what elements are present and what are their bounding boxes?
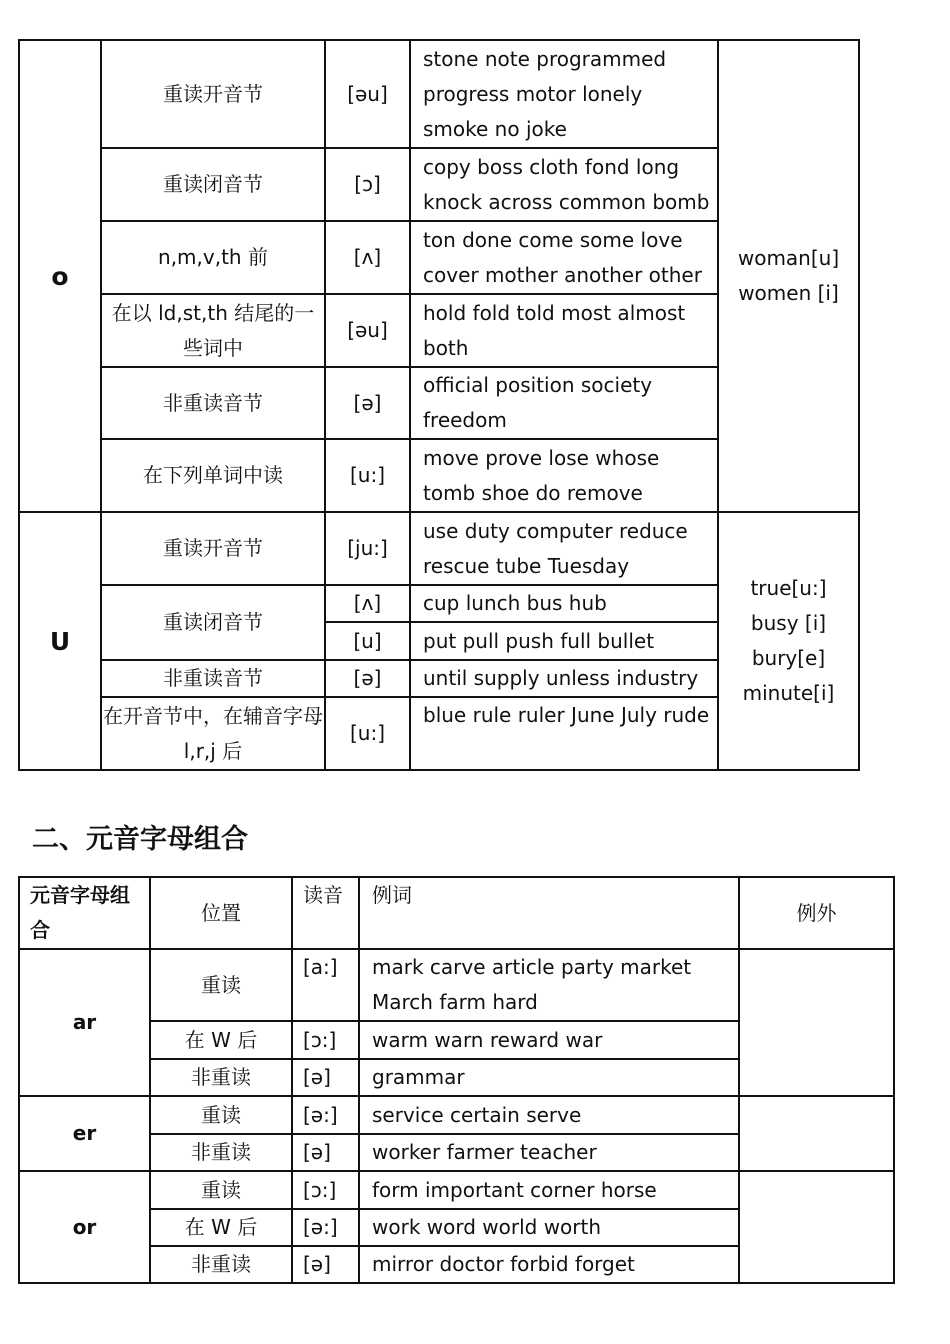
sound-cell: [əu]: [325, 294, 410, 367]
letter-cell-u: U: [19, 512, 101, 770]
examples-cell: until supply unless industry: [410, 660, 718, 697]
position-cell: 重读闭音节: [101, 148, 325, 221]
position-cell: 重读闭音节: [101, 585, 325, 660]
exception-item: busy [i]: [750, 611, 827, 635]
sound-cell: [ə]: [292, 1246, 359, 1283]
position-cell: 在 W 后: [150, 1209, 292, 1246]
position-cell: 在 W 后: [150, 1021, 292, 1059]
header-combo: 元音字母组合: [19, 877, 150, 949]
examples-cell: hold fold told most almost both: [410, 294, 718, 367]
combo-cell-or: or: [19, 1171, 150, 1283]
sound-cell: [ə:]: [292, 1209, 359, 1246]
exceptions-cell-er: [739, 1096, 894, 1171]
sound-cell: [ʌ]: [325, 221, 410, 294]
examples-cell: blue rule ruler June July rude: [410, 697, 718, 770]
header-row: [19, 877, 894, 949]
sound-cell: [ɔ]: [325, 148, 410, 221]
sound-cell: [a:]: [292, 949, 359, 1021]
sound-cell: [ə]: [292, 1134, 359, 1171]
sound-cell: [u:]: [325, 439, 410, 512]
sound-cell: [ɔ:]: [292, 1171, 359, 1209]
table-row: [19, 40, 859, 148]
vowel-combination-table: [18, 876, 895, 1284]
exceptions-cell-o: [718, 40, 859, 512]
exception-item: bury[e]: [751, 646, 826, 670]
combo-cell-er: er: [19, 1096, 150, 1171]
examples-cell: copy boss cloth fond long knock across common bomb: [410, 148, 718, 221]
position-cell: 非重读: [150, 1059, 292, 1096]
examples-cell: form important corner horse: [359, 1171, 739, 1209]
examples-cell: mirror doctor forbid forget: [359, 1246, 739, 1283]
table-row: [19, 1096, 894, 1134]
examples-cell: grammar: [359, 1059, 739, 1096]
examples-cell: official position society freedom: [410, 367, 718, 439]
sound-cell: [ɔ:]: [292, 1021, 359, 1059]
sound-cell: [əu]: [325, 40, 410, 148]
sound-cell: [ə]: [325, 367, 410, 439]
examples-cell: ton done come some love cover mother another other: [410, 221, 718, 294]
sound-cell: [u]: [325, 622, 410, 660]
sound-cell: [ʌ]: [325, 585, 410, 622]
examples-cell: work word world worth: [359, 1209, 739, 1246]
examples-cell: stone note programmed progress motor lonely smoke no joke: [410, 40, 718, 148]
vowel-letter-table: [18, 39, 860, 771]
sound-cell: [ə]: [292, 1059, 359, 1096]
letter-cell-o: o: [19, 40, 101, 512]
header-sound: 读音: [292, 877, 359, 949]
exceptions-cell-ar: [739, 949, 894, 1096]
header-examples: 例词: [359, 877, 739, 949]
header-exceptions: 例外: [739, 877, 894, 949]
position-cell: 非重读: [150, 1246, 292, 1283]
sound-cell: [ə:]: [292, 1096, 359, 1134]
exception-item: true[u:]: [750, 576, 827, 600]
position-cell: n,m,v,th 前: [101, 221, 325, 294]
examples-cell: cup lunch bus hub: [410, 585, 718, 622]
table-row: [19, 512, 859, 585]
position-cell: 重读开音节: [101, 512, 325, 585]
sound-cell: [ə]: [325, 660, 410, 697]
sound-cell: [ju:]: [325, 512, 410, 585]
position-cell: 重读: [150, 949, 292, 1021]
position-cell: 非重读音节: [101, 660, 325, 697]
examples-cell: warm warn reward war: [359, 1021, 739, 1059]
examples-cell: put pull push full bullet: [410, 622, 718, 660]
exceptions-cell-or: [739, 1171, 894, 1283]
exceptions-cell-u: [718, 512, 859, 770]
examples-cell: mark carve article party market March farm hard: [359, 949, 739, 1021]
section-heading: 二、元音字母组合: [32, 824, 248, 855]
table-row: [19, 1171, 894, 1209]
sound-cell: [u:]: [325, 697, 410, 770]
examples-cell: move prove lose whose tomb shoe do remove: [410, 439, 718, 512]
combo-cell-ar: ar: [19, 949, 150, 1096]
header-position: 位置: [150, 877, 292, 949]
position-cell: 重读开音节: [101, 40, 325, 148]
exception-item: minute[i]: [742, 681, 835, 705]
table-row: [19, 949, 894, 1021]
position-cell: 在开音节中，在辅音字母 l,r,j 后: [101, 697, 325, 770]
examples-cell: worker farmer teacher: [359, 1134, 739, 1171]
exception-item: woman[u]: [737, 246, 840, 270]
position-cell: 重读: [150, 1171, 292, 1209]
examples-cell: service certain serve: [359, 1096, 739, 1134]
position-cell: 在下列单词中读: [101, 439, 325, 512]
position-cell: 非重读音节: [101, 367, 325, 439]
examples-cell: use duty computer reduce rescue tube Tuesday: [410, 512, 718, 585]
exception-item: women [i]: [738, 281, 839, 305]
position-cell: 在以 ld,st,th 结尾的一些词中: [101, 294, 325, 367]
position-cell: 非重读: [150, 1134, 292, 1171]
position-cell: 重读: [150, 1096, 292, 1134]
